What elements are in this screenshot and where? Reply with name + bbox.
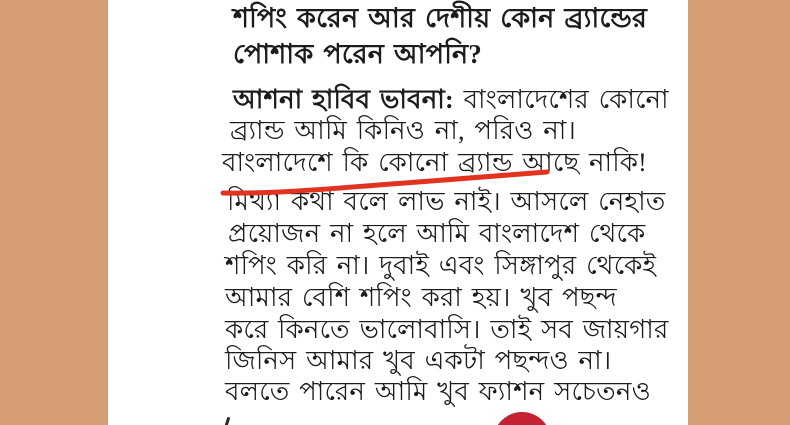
cutoff-text-fragment	[225, 417, 231, 425]
answer-line-5: প্রয়োজন না হলে আমি বাংলাদেশ থেকে	[228, 219, 646, 248]
question-line-1: শপিং করেন আর দেশীয় কোন ব্র্যান্ডের	[233, 3, 648, 33]
left-margin-strip	[0, 0, 108, 425]
answer-line-7: আমার বেশি শপিং করা হয়। খুব পছন্দ	[225, 283, 617, 312]
answer-line-1-text: বাংলাদেশের কোনো	[463, 85, 669, 114]
answer-line-2: ব্র্যান্ড আমি কিনিও না, পরিও না।	[230, 116, 576, 145]
right-margin-strip	[688, 0, 790, 425]
answer-line-9: জিনিস আমার খুব একটা পছন্দও না।	[225, 346, 612, 375]
question-line-2: পোশাক পরেন আপনি?	[233, 39, 483, 69]
answer-line-10: বলতে পারেন আমি খুব ফ্যাশন সচেতনও	[225, 377, 651, 406]
answer-line-4: মিথ্যা কথা বলে লাভ নাই। আসলে নেহাত	[227, 187, 666, 216]
answer-line-8: করে কিনতে ভালোবাসি। তাই সব জায়গার	[225, 315, 669, 344]
red-circle-mark	[493, 412, 551, 425]
speaker-name: আশনা হাবিব ভাবনা:	[233, 85, 454, 114]
answer-line-3-underlined: বাংলাদেশে কি কোনো ব্র্যান্ড আছে নাকি!	[222, 148, 647, 177]
answer-line-1	[233, 84, 693, 116]
answer-line-6: শপিং করি না। দুবাই এবং সিঙ্গাপুর থেকেই	[225, 251, 657, 280]
